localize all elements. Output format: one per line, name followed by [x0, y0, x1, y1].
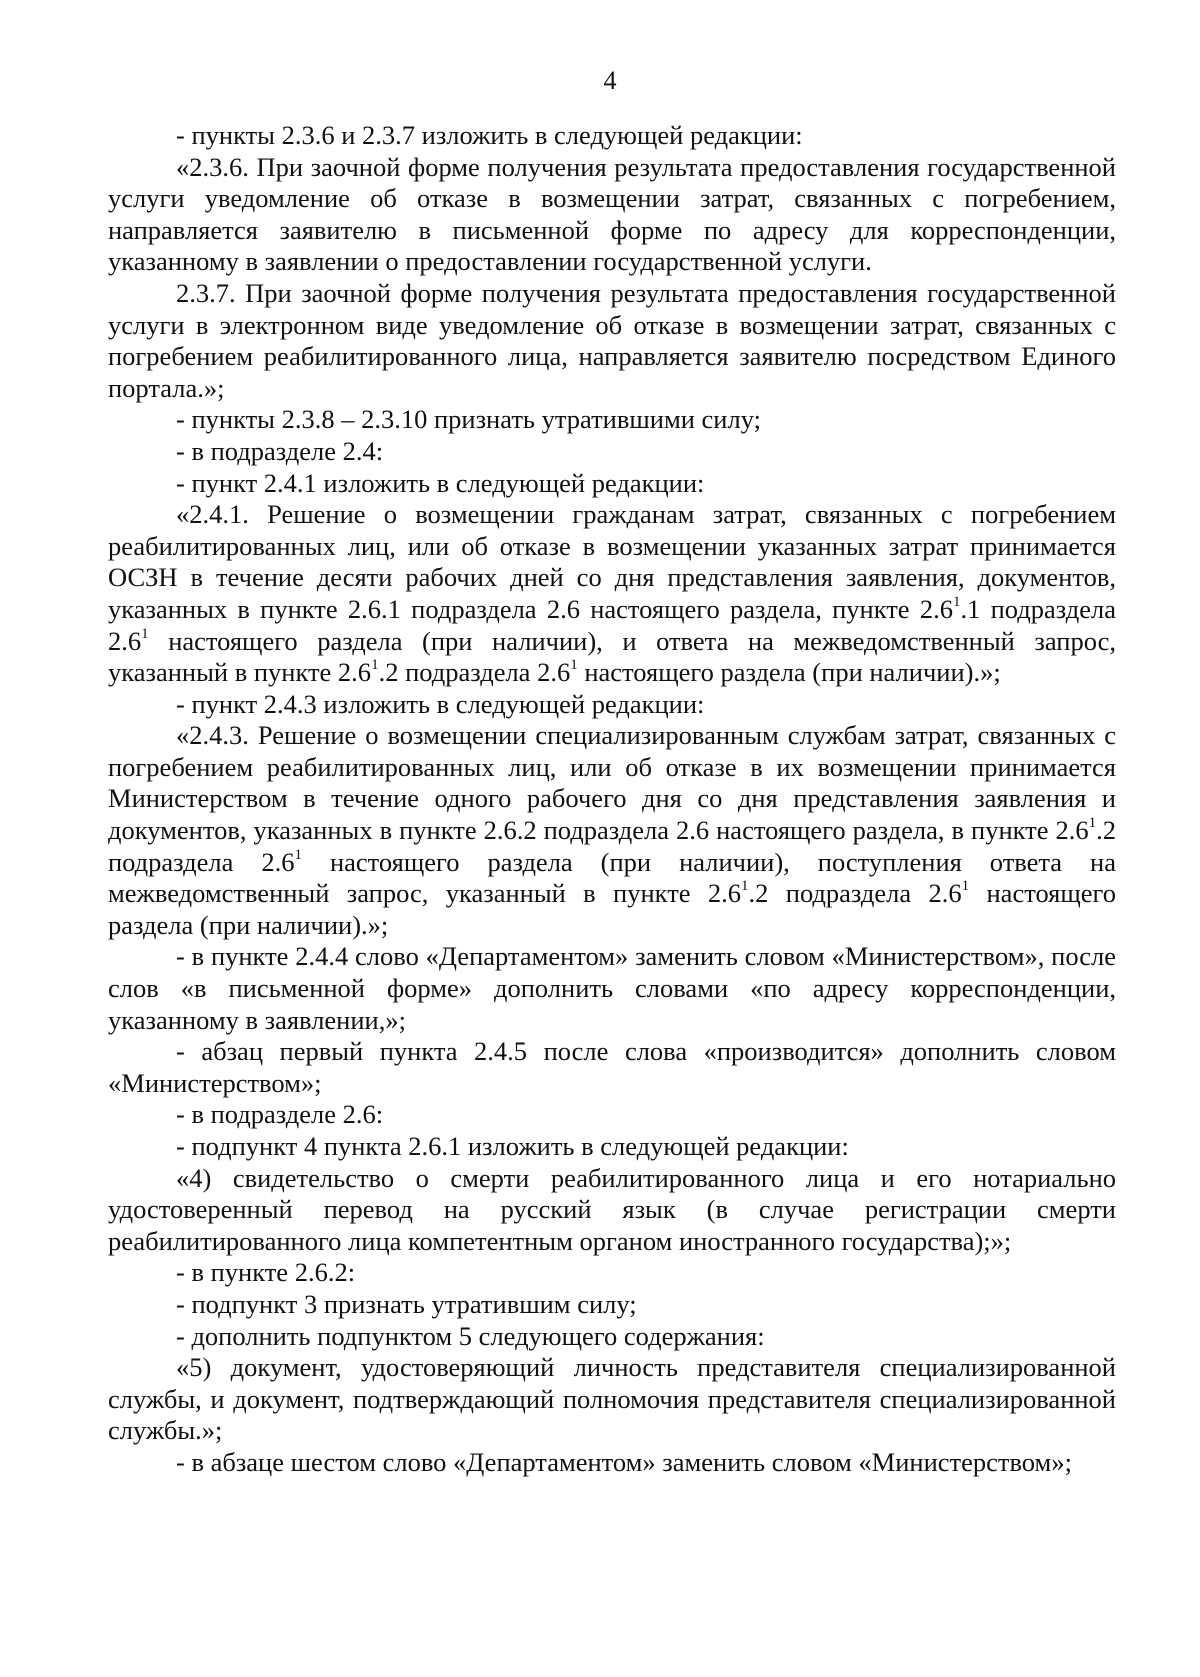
paragraph-text: «2.4.3. Решение о возмещении специализированным службам затрат, связанных с погребением реабилитированных лиц, или об отказе в их возмещении принимается Министерством в течение одного рабочего дня со дня представления заявления и документов, указанных в пункте 2.6.2 подраздела 2.6 настоящего раздела, в пункте 2.6: [108, 720, 1116, 846]
superscript: 1: [141, 625, 149, 642]
paragraph: [108, 1163, 1116, 1258]
paragraph-text: 2.3.7. При заочной форме получения результата предоставления государственной услуги в электронном виде уведомление об отказе в возмещении затрат, связанных с погребением реабилитированного лица, направляется заявителю посредством Единого портала.»;: [108, 277, 1116, 403]
paragraph-text: .2 подраздела 2.6: [378, 657, 571, 688]
paragraph-text: настоящего раздела (при наличии).»;: [108, 878, 1116, 940]
paragraph-text: - подпункт 4 пункта 2.6.1 изложить в следующей редакции:: [176, 1131, 849, 1161]
paragraph: [108, 689, 1116, 721]
paragraph-text: настоящего раздела (при наличии), и ответа на межведомственный запрос, указанный в пункте 2.6: [108, 625, 1116, 688]
paragraph-text: - в пункте 2.6.2:: [176, 1257, 356, 1288]
superscript: 1: [570, 657, 578, 674]
paragraph-text: - подпункт 3 признать утратившим силу;: [176, 1288, 637, 1319]
paragraph: [108, 436, 1116, 468]
paragraph: [108, 468, 1116, 500]
paragraph-text: настоящего раздела (при наличии), поступления ответа на межведомственный запрос, указанный в пункте 2.6: [108, 846, 1116, 909]
paragraph-text: «2.3.6. При заочной форме получения результата предоставления государственной услуги уведомление об отказе в возмещении затрат, связанных с погребением, направляется заявителю в письменной форме по адресу для корреспонденции, указанному в заявлении о предоставлении государственной услуги.: [108, 151, 1116, 277]
paragraph-text: - в пункте 2.4.4 слово «Департаментом» заменить словом «Министерством», после слов «в письменной форме» дополнить словами «по адресу корреспонденции, указанному в заявлении,»;: [108, 941, 1116, 1035]
paragraph-text: - в абзаце шестом слово «Департаментом» заменить словом «Министерством»;: [176, 1446, 1072, 1477]
superscript: 1: [961, 878, 970, 895]
paragraph-text: настоящего раздела (при наличии).»;: [577, 657, 1001, 688]
paragraph: [108, 120, 1116, 152]
paragraph: [108, 152, 1116, 278]
paragraph-text: - в подразделе 2.4:: [176, 435, 384, 466]
paragraph: [108, 1321, 1116, 1353]
paragraph: [108, 278, 1116, 404]
paragraph-text: - дополнить подпунктом 5 следующего содержания:: [176, 1320, 765, 1351]
paragraph-text: - пункт 2.4.3 изложить в следующей редакции:: [176, 688, 705, 719]
page-number: 4: [603, 66, 617, 95]
paragraph-text: - абзац первый пункта 2.4.5 после слова «производится» дополнить словом «Министерством»;: [108, 1036, 1116, 1098]
paragraph-text: - пункты 2.3.8 – 2.3.10 признать утратившими силу;: [176, 404, 761, 435]
paragraph-text: - пункты 2.3.6 и 2.3.7 изложить в следующей редакции:: [176, 120, 803, 150]
paragraph-text: - в подразделе 2.6:: [176, 1099, 384, 1130]
paragraph: [108, 1036, 1116, 1099]
paragraph: [108, 1352, 1116, 1447]
paragraph: [108, 941, 1116, 1036]
paragraph-text: - пункт 2.4.1 изложить в следующей редакции:: [176, 467, 705, 498]
paragraph: [108, 404, 1116, 436]
paragraph-text: «5) документ, удостоверяющий личность представителя специализированной службы, и документ, подтверждающий полномочия представителя специализированной службы.»;: [108, 1352, 1116, 1446]
paragraph: [108, 499, 1116, 689]
paragraph: [108, 1447, 1116, 1479]
paragraph-text: .2 подраздела 2.6: [108, 815, 1116, 877]
paragraph: [108, 1289, 1116, 1321]
superscript: 1: [741, 878, 749, 895]
paragraph: [108, 720, 1116, 941]
paragraph-text: .1 подраздела 2.6: [108, 593, 1116, 656]
document-body: [108, 120, 1116, 1479]
superscript: 1: [952, 594, 961, 611]
superscript: 1: [1088, 815, 1097, 832]
superscript: 1: [371, 657, 379, 674]
paragraph: [108, 1131, 1116, 1163]
paragraph-text: «4) свидетельство о смерти реабилитированного лица и его нотариально удостоверенный перевод на русский язык (в случае регистрации смерти реабилитированного лица компетентным органом иностранного государства);»;: [108, 1162, 1116, 1256]
superscript: 1: [294, 846, 302, 863]
paragraph-text: «2.4.1. Решение о возмещении гражданам затрат, связанных с погребением реабилитированных лиц, или об отказе в возмещении указанных затрат принимается ОСЗН в течение десяти рабочих дней со дня представления заявления, документов, указанных в пункте 2.6.1 подраздела 2.6 настоящего раздела, пункте 2.6: [108, 499, 1116, 624]
paragraph-text: .2 подраздела 2.6: [748, 878, 962, 909]
paragraph: [108, 1099, 1116, 1131]
paragraph: [108, 1257, 1116, 1289]
